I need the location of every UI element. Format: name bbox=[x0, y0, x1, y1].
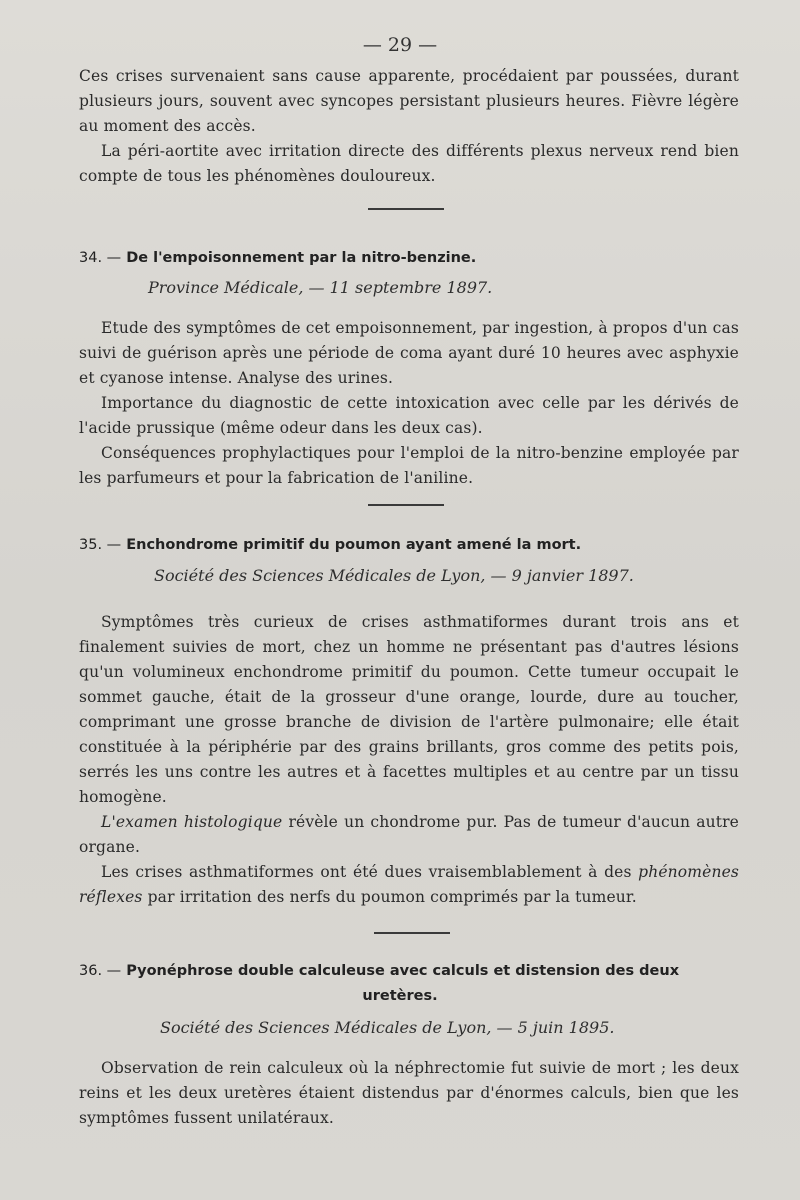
section-35-paragraph-1: Symptômes très curieux de crises asthmatiformes durant trois ans et finalement suivies de mort, chez un homme ne présentant pas d'autres lésions qu'un volumineux enchondrome primitif du poumon. Cette tumeur occupait le sommet gauche, était de la grosseur d'une orange, lourde, dure au toucher, comprimant une grosse branche de division de l'artère pulmonaire; elle était constituée à la périphérie par des grains brillants, gros comme des petits pois, serrés les uns contre les autres et à facettes multiples et au centre par un tissu homogène. bbox=[79, 613, 739, 806]
section-36-body bbox=[79, 1056, 739, 1131]
section-34-title: De l'empoisonnement par la nitro-benzine. bbox=[126, 250, 477, 266]
section-divider-3 bbox=[374, 932, 450, 934]
section-35-title: Enchondrome primitif du poumon ayant amené la mort. bbox=[126, 537, 582, 553]
section-34-heading bbox=[79, 250, 476, 266]
section-35-paragraph-3 bbox=[79, 860, 739, 910]
section-35-italic-term: phénomènes réflexes bbox=[79, 863, 739, 906]
section-35-source: Société des Sciences Médicales de Lyon, — 9 janvier 1897. bbox=[154, 566, 634, 585]
section-36-number: 36. — bbox=[79, 963, 122, 979]
section-36-heading bbox=[79, 963, 679, 979]
section-divider-2 bbox=[368, 504, 444, 506]
section-35-paragraph-2 bbox=[79, 810, 739, 860]
section-34-body bbox=[79, 316, 739, 491]
section-35-body bbox=[79, 610, 739, 910]
intro-paragraph-1: Ces crises survenaient sans cause apparente, procédaient par poussées, durant plusieurs jours, souvent avec syncopes persistant plusieurs heures. Fièvre légère au moment des accès. bbox=[79, 67, 739, 135]
section-35-italic-phrase: L'examen histologique bbox=[101, 813, 283, 831]
intro-paragraph-2: La péri-aortite avec irritation directe des différents plexus nerveux rend bien compte de tous les phénomènes douloureux. bbox=[79, 142, 739, 185]
section-34-paragraph-1: Etude des symptômes de cet empoisonnement, par ingestion, à propos d'un cas suivi de guérison après une période de coma ayant duré 10 heures avec asphyxie et cyanose intense. Analyse des urines. bbox=[79, 319, 739, 387]
section-34-number: 34. — bbox=[79, 250, 122, 266]
section-36-title-line-2: uretères. bbox=[362, 988, 438, 1004]
section-35-heading bbox=[79, 537, 581, 553]
section-36-title-line-1: Pyonéphrose double calculeuse avec calculs et distension des deux bbox=[126, 963, 680, 979]
section-36-source: Société des Sciences Médicales de Lyon, — 5 juin 1895. bbox=[160, 1018, 615, 1037]
section-34-source: Province Médicale, — 11 septembre 1897. bbox=[148, 278, 493, 297]
section-35-number: 35. — bbox=[79, 537, 122, 553]
section-34-paragraph-3: Conséquences prophylactiques pour l'emploi de la nitro-benzine employée par les parfumeurs et pour la fabrication de l'aniline. bbox=[79, 444, 739, 487]
section-35-paragraph-3-end: par irritation des nerfs du poumon comprimés par la tumeur. bbox=[142, 888, 637, 906]
section-divider-1 bbox=[368, 208, 444, 210]
section-35-paragraph-2-text: révèle un chondrome pur. Pas de tumeur d'aucun autre organe. bbox=[79, 813, 739, 856]
section-34-paragraph-2: Importance du diagnostic de cette intoxication avec celle par les dérivés de l'acide prussique (même odeur dans les deux cas). bbox=[79, 394, 739, 437]
intro-text bbox=[79, 64, 739, 189]
page-number: — 29 — bbox=[362, 34, 438, 56]
section-35-paragraph-3-start: Les crises asthmatiformes ont été dues vraisemblablement à des bbox=[101, 863, 639, 881]
section-36-paragraph-1: Observation de rein calculeux où la néphrectomie fut suivie de mort ; les deux reins et les deux uretères étaient distendus par d'énormes calculs, bien que les symptômes fussent unilatéraux. bbox=[79, 1059, 739, 1127]
